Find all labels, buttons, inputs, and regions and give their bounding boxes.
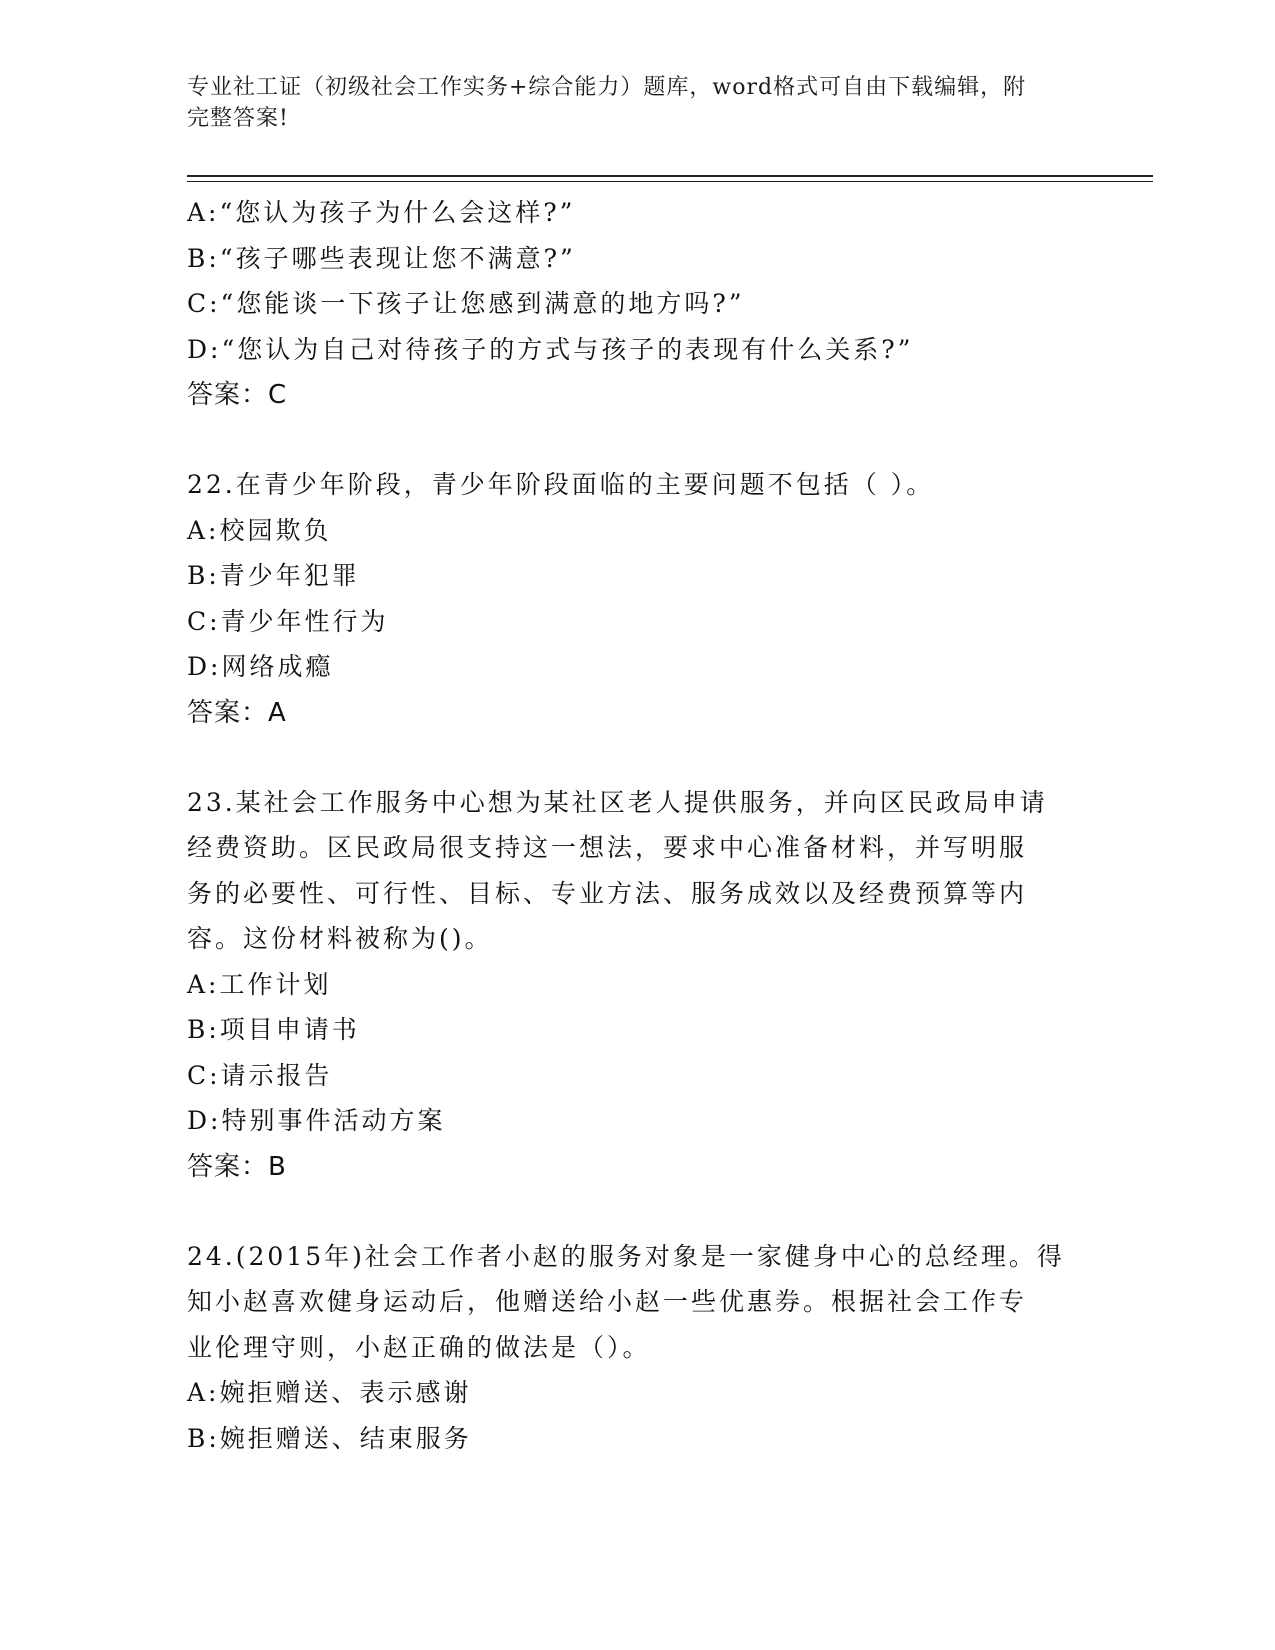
option-a: A:“您认为孩子为什么会这样?”: [187, 198, 576, 227]
document-header: [187, 72, 1087, 134]
question-24: [187, 1234, 1087, 1462]
question-stem: 22.在青少年阶段，青少年阶段面临的主要问题不包括（ ）。: [187, 470, 935, 499]
question-stem-line: 经费资助。区民政局很支持这一想法，要求中心准备材料，并写明服: [187, 833, 1028, 862]
question-stem-line: 知小赵喜欢健身运动后，他赠送给小赵一些优惠券。根据社会工作专: [187, 1287, 1028, 1316]
header-line-2: 完整答案!: [187, 106, 289, 131]
option-c: C:请示报告: [187, 1060, 333, 1090]
header-divider-thick: [187, 175, 1153, 177]
question-stem-line: 务的必要性、可行性、目标、专业方法、服务成效以及经费预算等内: [187, 878, 1028, 908]
answer-line: 答案：C: [187, 380, 288, 410]
option-c: C:“您能谈一下孩子让您感到满意的地方吗?”: [187, 289, 745, 318]
option-c: C:青少年性行为: [187, 606, 389, 636]
question-stem-line: 24.(2015年)社会工作者小赵的服务对象是一家健身中心的总经理。得: [187, 1241, 1065, 1271]
question-list: [187, 190, 1087, 1461]
question-gap: [187, 736, 1087, 780]
question-stem-line: 容。这份材料被称为()。: [187, 924, 493, 953]
option-a: A:婉拒赠送、表示感谢: [187, 1378, 472, 1407]
question-stem-line: 业伦理守则，小赵正确的做法是（）。: [187, 1332, 651, 1362]
question-stem-line: 23.某社会工作服务中心想为某社区老人提供服务，并向区民政局申请: [187, 787, 1048, 817]
option-a: A:校园欺负: [187, 515, 332, 545]
question-gap: [187, 1190, 1087, 1234]
header-divider-thin: [187, 181, 1153, 182]
option-d: D:“您认为自己对待孩子的方式与孩子的表现有什么关系?”: [187, 334, 914, 364]
question-23: [187, 780, 1087, 1190]
option-b: B:项目申请书: [187, 1015, 360, 1044]
question-21: [187, 190, 1087, 418]
header-line-1: 专业社工证（初级社会工作实务+综合能力）题库，word格式可自由下载编辑，附: [187, 75, 1027, 100]
option-b: B:“孩子哪些表现让您不满意?”: [187, 243, 576, 273]
option-d: D:网络成瘾: [187, 652, 334, 681]
option-a: A:工作计划: [187, 969, 332, 999]
option-b: B:青少年犯罪: [187, 561, 360, 590]
option-b: B:婉拒赠送、结束服务: [187, 1423, 472, 1453]
answer-line: 答案：B: [187, 1151, 287, 1182]
option-d: D:特别事件活动方案: [187, 1106, 446, 1135]
question-gap: [187, 418, 1087, 462]
answer-line: 答案：A: [187, 697, 287, 728]
question-22: [187, 462, 1087, 736]
